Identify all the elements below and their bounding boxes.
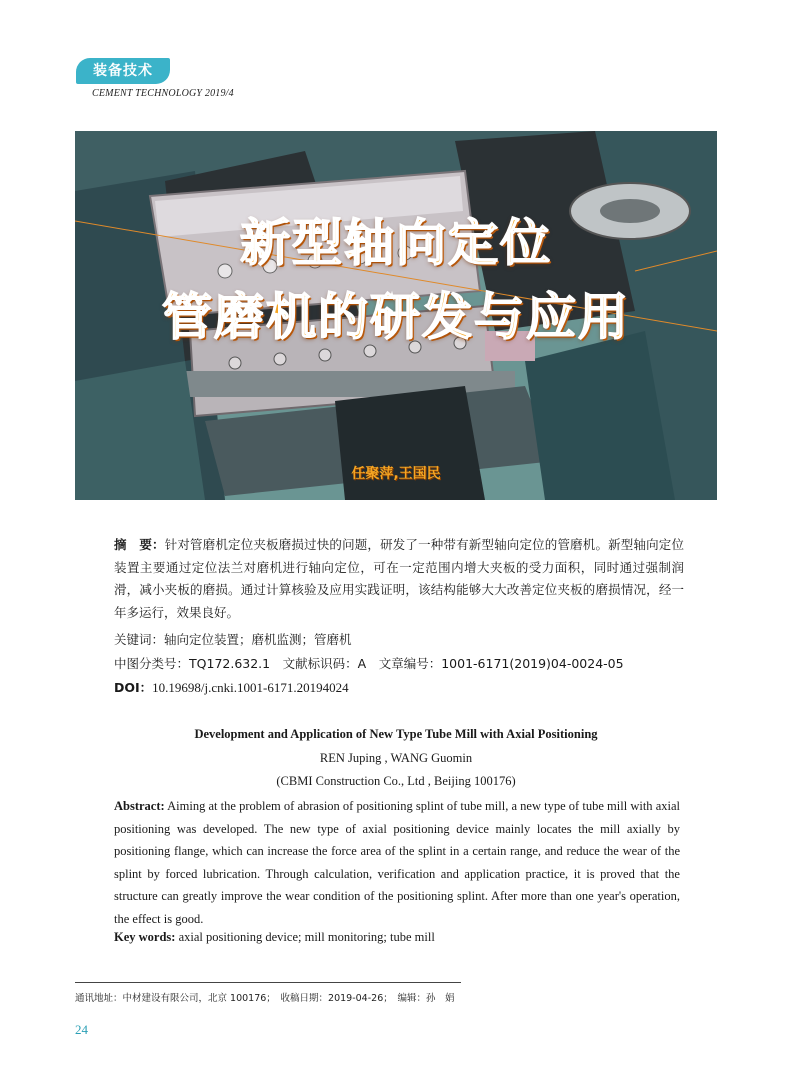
doi-line — [114, 678, 349, 696]
article-number: 1001-6171(2019)04-0024-05 — [441, 656, 624, 671]
english-abstract-label: Abstract: — [114, 799, 165, 813]
chinese-abstract-text: 针对管磨机定位夹板磨损过快的问题，研发了一种带有新型轴向定位的管磨机。新型轴向定位装置主要通过定位法兰对磨机进行轴向定位，可在一定范围内增大夹板的受力面积，同时通过强制润滑，减小夹板的磨损。通过计算核验及应用实践证明，该结构能够大大改善定位夹板的磨损情况，经一年多运行，效果良好。 — [114, 537, 684, 620]
page-number: 24 — [75, 1022, 88, 1037]
english-keywords-label: Key words: — [114, 930, 176, 944]
hero-title-line-1: 新型轴向定位 — [240, 214, 552, 272]
doc-code-label: 文献标识码： — [282, 656, 358, 671]
english-keywords — [114, 930, 435, 945]
chinese-keywords-text: 轴向定位装置；磨机监测；管磨机 — [164, 632, 352, 647]
chinese-abstract — [114, 534, 684, 624]
english-affiliation: (CBMI Construction Co., Ltd , Beijing 100176) — [276, 774, 516, 788]
hero-title-line-2: 管磨机的研发与应用 — [162, 288, 630, 346]
doi-label: DOI： — [114, 680, 153, 695]
footnote-divider — [75, 982, 461, 983]
chinese-keywords — [114, 630, 352, 648]
hero-illustration — [75, 131, 717, 500]
chinese-keywords-label: 关键词： — [114, 632, 165, 647]
clc-label: 中图分类号： — [114, 656, 190, 671]
english-authors: REN Juping , WANG Guomin — [319, 751, 473, 765]
clc-number: TQ172.632.1 — [189, 656, 271, 671]
journal-running-head: CEMENT TECHNOLOGY 2019/4 — [92, 88, 234, 99]
english-keywords-text: axial positioning device; mill monitoring; tube mill — [175, 930, 435, 944]
article-number-label: 文章编号： — [378, 656, 442, 671]
doc-code: A — [357, 656, 367, 671]
section-tag: 装备技术 — [76, 58, 170, 84]
english-title: Development and Application of New Type Tube Mill with Axial Positioning — [194, 727, 598, 741]
hero-authors: 任聚萍,王国民 — [351, 466, 441, 482]
footnote: 通讯地址：中材建设有限公司，北京 100176； 收稿日期：2019-04-26； 编辑：孙 娟 — [75, 993, 455, 1004]
chinese-abstract-label: 摘 要： — [114, 537, 165, 552]
english-abstract-text: Aiming at the problem of abrasion of positioning splint of tube mill, a new type of tube mill with axial positioning was developed. The new type of axial positioning device mainly locates the mill axially by positioning flange, which can increase the force area of the splint in a certain range, and reduce the wear of the splint by forced lubrication. Through calculation, verification and application practice, it is proved that the structure can greatly improve the wear condition of the positioning splint. After more than one year's operation, the effect is good. — [114, 799, 680, 926]
doi-value[interactable]: 10.19698/j.cnki.1001-6171.20194024 — [152, 680, 349, 695]
english-abstract — [114, 795, 680, 931]
classification-line — [114, 654, 624, 672]
